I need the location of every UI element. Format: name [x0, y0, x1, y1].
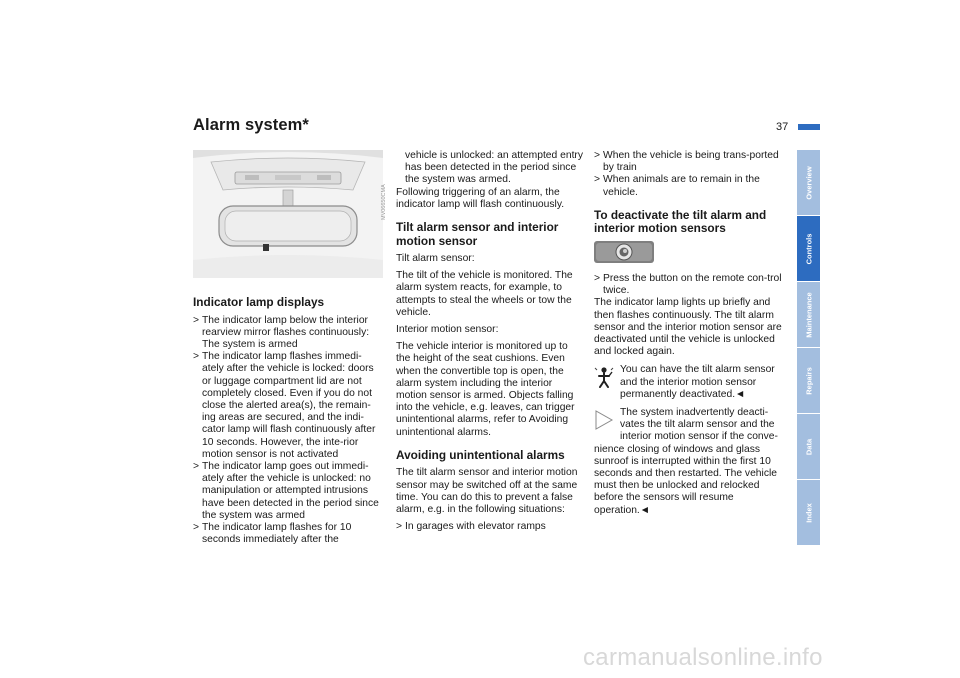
continued-text: vehicle is unlocked: an attempted entry has been detected in the period since the system was armed. — [405, 150, 584, 186]
remote-button-icon — [594, 241, 654, 263]
list-item: > Press the button on the remote con-trol twice. — [594, 273, 786, 297]
page-marker — [798, 124, 820, 130]
list-item: > When the vehicle is being trans-ported by train — [594, 150, 786, 174]
page-title: Alarm system* — [193, 116, 309, 134]
paragraph: The tilt of the vehicle is monitored. The alarm system reacts, for example, to attempts to steal the wheels or tow the vehicle. — [396, 270, 573, 318]
tab-index[interactable] — [797, 480, 820, 545]
list-item: > When animals are to remain in the vehicle. — [594, 174, 786, 198]
heading-avoiding-unintentional-alarms: Avoiding unintentional alarms — [396, 447, 565, 462]
tab-maintenance[interactable] — [797, 282, 820, 347]
paragraph: Tilt alarm sensor: — [396, 253, 475, 265]
column-sensors — [396, 150, 584, 533]
heading-deactivate-sensors: To deactivate the tilt alarm and interior motion sensors — [594, 207, 767, 236]
column-indicator-lamp — [193, 296, 383, 546]
tab-overview[interactable] — [797, 150, 820, 215]
heading-tilt-alarm-sensor: Tilt alarm sensor and interior motion sensor — [396, 220, 559, 248]
tab-label: Overview — [804, 165, 813, 200]
paragraph: The indicator lamp lights up briefly and then flashes continuously. The tilt alarm sensor and the interior motion sensor are deactivated until the vehicle is unlocked and locked again. — [594, 297, 782, 358]
rearview-mirror-illustration — [193, 150, 383, 278]
watermark: carmanualsonline.info — [583, 644, 823, 671]
note-text: You can have the tilt alarm sensor and the interior motion sensor permanently deactivated.◄ — [620, 364, 775, 400]
mechanic-icon — [594, 366, 614, 388]
note-notice — [594, 407, 786, 517]
tab-controls[interactable] — [797, 216, 820, 281]
paragraph: Following triggering of an alarm, the indicator lamp will flash continuously. — [396, 186, 565, 210]
paragraph: The tilt alarm sensor and interior motion sensor may be switched off at the same time. You can do this to prevent a false alarm, e.g. in the following situations: — [396, 467, 578, 515]
tab-label: Index — [804, 502, 813, 523]
column-deactivate — [594, 150, 786, 521]
list-item: > The indicator lamp below the interior rearview mirror flashes continuously: The system is armed — [193, 315, 383, 352]
note-mechanic — [594, 364, 786, 401]
figure-code: MV06650CMA — [381, 184, 387, 220]
notice-triangle-icon — [594, 409, 614, 431]
paragraph: The vehicle interior is monitored up to the height of the seat cushions. Even when the convertible top is open, the alarm system including the interior motion sensor is armed. Objects falling into the vehicle, e.g. leaves, can trigger unintentional alarms, refer to Avoiding unintentional alarms. — [396, 341, 575, 438]
tab-data[interactable] — [797, 414, 820, 479]
tab-label: Maintenance — [804, 291, 813, 338]
tab-label: Data — [804, 438, 813, 455]
note-text: The system inadvertently deacti-vates the tilt alarm sensor and the interior motion sensor if the conve-nience closing of windows and glass sunroof is interrupted within the first 10 seconds and then restarted. The vehicle must then be unlocked and relocked before the sensors will resume operation.◄ — [594, 407, 778, 516]
tab-label: Repairs — [804, 366, 813, 395]
list-item: > The indicator lamp goes out immedi-ately after the vehicle is unlocked: no manipulation or attempted intrusions have been detected in the period since the system was armed — [193, 461, 383, 522]
tab-label: Controls — [804, 233, 813, 264]
list-item: > In garages with elevator ramps — [396, 521, 584, 533]
list-item: > The indicator lamp flashes immedi-ately after the vehicle is locked: doors or luggage compartment lid are not completely closed. Even if you do not close the alerted area(s), the remain-ing areas are secured, and the indi-cator lamp will flash continuously after 10 seconds. However, the inte-rior motion sensor is not activated — [193, 351, 383, 461]
section-tabs — [797, 150, 820, 546]
page-number: 37 — [776, 121, 789, 133]
mirror-drawing — [193, 150, 383, 278]
paragraph: Interior motion sensor: — [396, 324, 499, 336]
list-item: > The indicator lamp flashes for 10 seconds immediately after the — [193, 522, 383, 546]
heading-indicator-lamp-displays: Indicator lamp displays — [193, 295, 325, 309]
tab-repairs[interactable] — [797, 348, 820, 413]
